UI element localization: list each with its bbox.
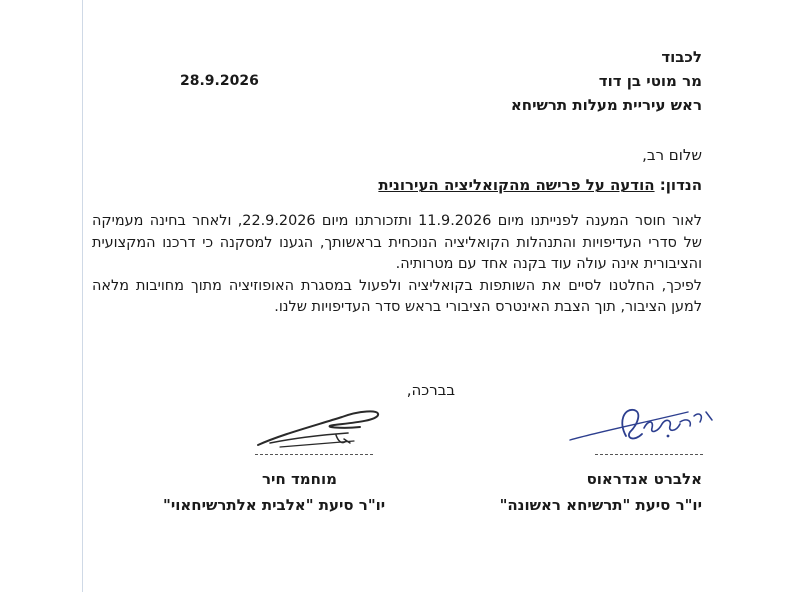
right-signature-image <box>568 398 718 453</box>
left-signature-line <box>255 454 373 455</box>
left-signatory-role: יו"ר סיעת "אלבית אלתרשיחאוי" <box>163 496 386 514</box>
greeting: שלום רב, <box>642 146 702 164</box>
left-signature-image <box>250 405 400 455</box>
right-signatory-name: אלברט אנדראוס <box>586 470 702 488</box>
right-signatory-role: יו"ר סיעת "תרשיחא ראשונה" <box>499 496 702 514</box>
addressee-salutation: לכבוד <box>661 48 702 66</box>
letter-body <box>92 211 702 319</box>
body-paragraph-1: לאור חוסר המענה לפנייתנו מיום 11.9.2026 ותזכורתנו מיום 22.9.2026, ולאחר בחינה מעמיקה של סדרי העדיפויות והתנהלות הקואליציה הנוכחית בראשותך, הגענו למסקנה כי דרכנו המקצועית והציבורית אינה עולה עוד בקנה אחד עם מטרותיה. <box>92 213 702 272</box>
body-paragraph-2: לפיכך, החלטנו לסיים את השותפות בקואליציה ולפעול במסגרת האופוזיציה מתוך מחויבות מלאה למען הציבור, תוך הצבת האינטרס הציבורי בראש סדר העדיפויות שלנו. <box>92 277 702 315</box>
closing: בברכה, <box>406 381 455 399</box>
subject-title: הודעה על פרישה מהקואליציה העירונית <box>378 176 655 194</box>
subject-prefix: הנדון: <box>659 176 702 194</box>
right-signature-line <box>595 454 703 455</box>
letter-date: 28.9.2026 <box>180 73 259 89</box>
subject-line <box>378 176 702 194</box>
addressee-name: מר מוטי בן דוד <box>598 72 702 90</box>
left-signatory-name: מוחמד חיר <box>262 470 337 488</box>
addressee-title: ראש עיריית מעלות תרשיחא <box>510 96 702 114</box>
